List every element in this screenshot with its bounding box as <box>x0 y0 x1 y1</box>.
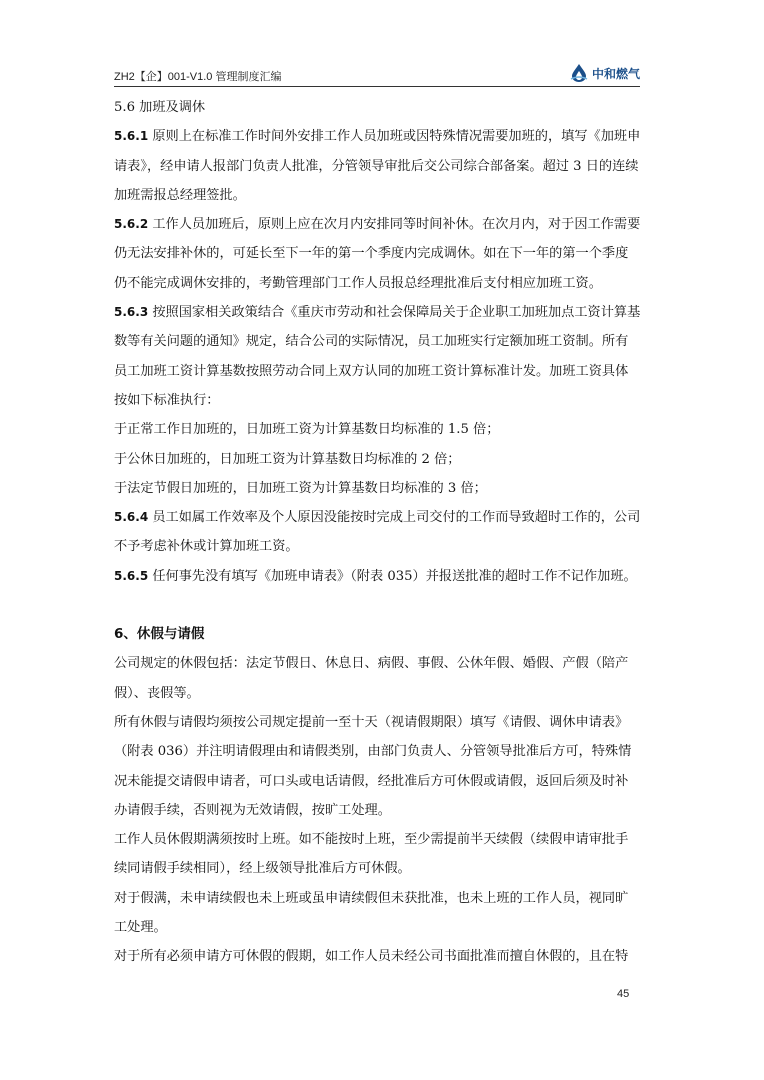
section-gap <box>114 591 644 620</box>
section-6-heading: 6、休假与请假 <box>114 626 205 643</box>
clause-text: 原则上在标准工作时间外安排工作人员加班或因特殊情况需要加班的，填写《加班申 <box>152 129 641 145</box>
clause-number: 5.6.2 <box>114 217 149 232</box>
clause-5-6-1-line-3: 加班需报总经理签批。 <box>114 187 246 203</box>
clause-5-6-4-line-2: 不予考虑补休或计算加班工资。 <box>114 539 299 555</box>
clause-number: 5.6.3 <box>114 305 149 320</box>
page-content <box>114 93 644 972</box>
clause-5-6-3-line-2: 数等有关问题的通知》规定，结合公司的实际情况，员工加班实行定额加班工资制。所有 <box>114 334 629 350</box>
leave-procedure-line-4: 办请假手续，否则视为无效请假，按旷工处理。 <box>114 802 391 818</box>
clause-5-6-4-line-1 <box>114 503 644 532</box>
leave-types-line-1: 公司规定的休假包括：法定节假日、休息日、病假、事假、公休年假、婚假、产假（陪产 <box>114 656 629 672</box>
leave-procedure-line-1: 所有休假与请假均须按公司规定提前一至十天（视请假期限）填写《请假、调休申请表》 <box>114 714 629 730</box>
company-logo <box>569 62 640 84</box>
overtime-rule-workday: 于正常工作日加班的，日加班工资为计算基数日均标准的 1.5 倍； <box>114 422 500 438</box>
clause-text: 任何事先没有填写《加班申请表》（附表 035）并报送批准的超时工作不记作加班。 <box>152 568 637 584</box>
leave-return-line-1: 工作人员休假期满须按时上班。如不能按时上班，至少需提前半天续假（续假申请审批手 <box>114 832 629 848</box>
unauthorized-leave-line-1: 对于所有必须申请方可休假的假期，如工作人员未经公司书面批准而擅自休假的，且在特 <box>114 949 629 965</box>
header-rule <box>114 86 640 87</box>
document-code: ZH2【企】001-V1.0 管理制度汇编 <box>114 71 282 83</box>
logo-wordmark: 中和燃气 <box>591 66 640 81</box>
leave-procedure-line-2: （附表 036）并注明请假理由和请假类别，由部门负责人、分管领导批准后方可，特殊情 <box>114 744 632 760</box>
clause-5-6-2-line-1 <box>114 210 644 239</box>
section-5-6-title: 5.6 加班及调休 <box>114 100 206 115</box>
clause-text: 员工如属工作效率及个人原因没能按时完成上司交付的工作而导致超时工作的，公司 <box>152 510 641 526</box>
leave-return-line-2: 续同请假手续相同），经上级领导批准后方可休假。 <box>114 861 411 877</box>
clause-5-6-1-line-1 <box>114 122 644 151</box>
leave-procedure-line-3: 况未能提交请假申请者，可口头或电话请假，经批准后方可休假或请假，返回后须及时补 <box>114 773 629 789</box>
clause-number: 5.6.4 <box>114 510 149 525</box>
clause-5-6-5-line-1 <box>114 562 644 591</box>
flame-drop-icon <box>569 63 589 83</box>
page-number: 45 <box>617 988 630 1000</box>
absence-rule-line-1: 对于假满，未申请续假也未上班或虽申请续假但未获批准，也未上班的工作人员，视同旷 <box>114 890 629 906</box>
clause-text: 工作人员加班后，原则上应在次月内安排同等时间补休。在次月内，对于因工作需要 <box>152 217 641 233</box>
page-header <box>114 58 640 86</box>
clause-5-6-1-line-2: 请表》，经申请人报部门负责人批准，分管领导审批后交公司综合部备案。超过 3 日的连续 <box>114 158 639 174</box>
clause-5-6-3-line-1 <box>114 298 644 327</box>
clause-5-6-2-line-3: 仍不能完成调休安排的，考勤管理部门工作人员报总经理批准后支付相应加班工资。 <box>114 275 602 291</box>
clause-5-6-3-line-4: 按如下标准执行： <box>114 392 220 408</box>
clause-number: 5.6.5 <box>114 568 149 583</box>
overtime-rule-holiday: 于法定节假日加班的，日加班工资为计算基数日均标准的 3 倍； <box>114 480 487 496</box>
leave-types-line-2: 假）、丧假等。 <box>114 685 200 701</box>
clause-text: 按照国家相关政策结合《重庆市劳动和社会保障局关于企业职工加班加点工资计算基 <box>152 305 641 321</box>
clause-number: 5.6.1 <box>114 129 149 144</box>
clause-5-6-2-line-2: 仍无法安排补休的，可延长至下一年的第一个季度内完成调休。如在下一年的第一个季度 <box>114 246 629 262</box>
overtime-rule-restday: 于公休日加班的，日加班工资为计算基数日均标准的 2 倍； <box>114 451 461 467</box>
absence-rule-line-2: 工处理。 <box>114 920 167 936</box>
clause-5-6-3-line-3: 员工加班工资计算基数按照劳动合同上双方认同的加班工资计算标准计发。加班工资具体 <box>114 363 629 379</box>
